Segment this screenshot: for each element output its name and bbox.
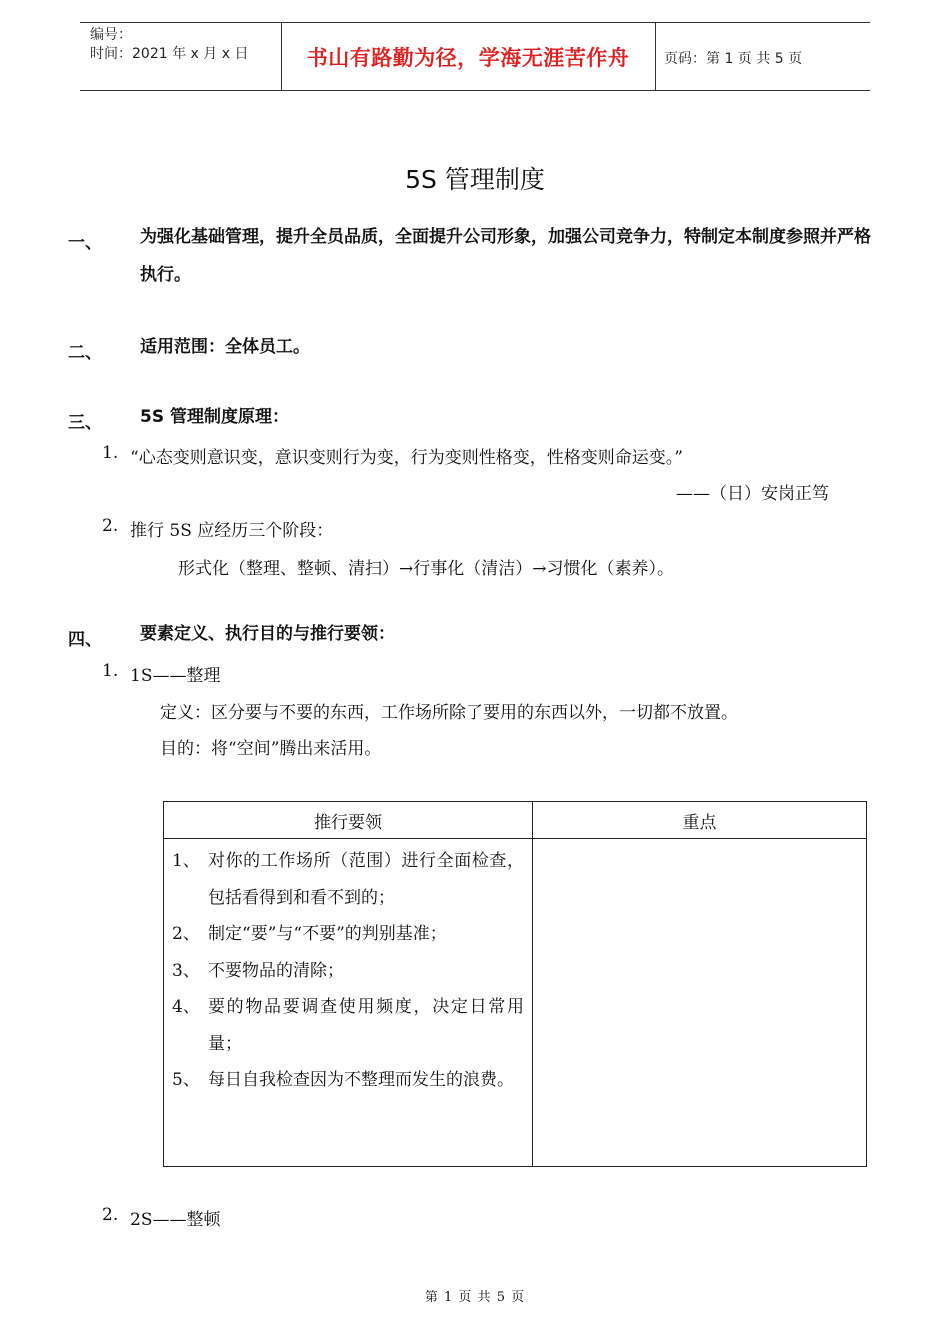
section-1-number: 一、 [68, 233, 102, 253]
list-item-number: 5、 [172, 1070, 200, 1090]
promotion-table [163, 801, 867, 1167]
section-3-quote: “心态变则意识变，意识变则行为变，行为变则性格变，性格变则命运变。” [130, 448, 683, 468]
section-3-item-1-number: 1. [102, 443, 119, 463]
document-time-label: 时间：2021 年 x 月 x 日 [90, 46, 249, 62]
section-1-text: 为强化基础管理，提升全员品质，全面提升公司形象，加强公司竞争力，特制定本制度参照并严格执行。 [140, 227, 871, 285]
table-list-item [172, 916, 524, 953]
header-top-rule [80, 22, 870, 23]
section-4-item-1-number: 1. [102, 661, 119, 681]
header-motto: 书山有路勤为径，学海无涯苦作舟 [306, 46, 630, 70]
header-divider-right [655, 22, 656, 91]
section-3-stages: 形式化（整理、整顿、清扫）→行事化（清洁）→习惯化（素养）。 [178, 559, 674, 579]
section-4-item-1-title: 1S——整理 [130, 666, 221, 686]
table-header-focus: 重点 [533, 802, 867, 839]
list-item-number: 3、 [172, 960, 200, 981]
header-page-info: 页码：第 1 页 共 5 页 [664, 51, 803, 67]
section-4-heading: 要素定义、执行目的与推行要领： [140, 624, 395, 644]
section-4-number: 四、 [68, 630, 102, 650]
table-header-key-points: 推行要领 [164, 802, 533, 839]
table-cell-focus [533, 839, 867, 1167]
header-meta [90, 26, 248, 64]
page-footer: 第 1 页 共 5 页 [424, 1290, 526, 1305]
section-3-number: 三、 [68, 413, 102, 433]
section-4-definition: 定义：区分要与不要的东西，工作场所除了要用的东西以外，一切都不放置。 [160, 703, 738, 723]
table-list-item [172, 843, 524, 916]
section-4-item-2-number: 2. [102, 1205, 119, 1225]
list-item-text: 每日自我检查因为不整理而发生的浪费。 [208, 1070, 514, 1090]
table-list-item [172, 989, 524, 1062]
section-2-number: 二、 [68, 343, 102, 363]
list-item-number: 1、 [172, 851, 200, 871]
section-3-heading: 5S 管理制度原理： [140, 407, 289, 427]
table-list-item [172, 1062, 524, 1099]
document-number-label: 编号： [90, 27, 132, 43]
header-bottom-rule [80, 90, 870, 91]
list-item-text: 对你的工作场所（范围）进行全面检查，包括看得到和看不到的； [208, 851, 524, 908]
document-title: 5S 管理制度 [405, 165, 545, 194]
section-2-text: 适用范围：全体员工。 [140, 337, 310, 357]
section-4-purpose: 目的：将“空间”腾出来活用。 [160, 739, 382, 759]
section-4-item-2-title: 2S——整顿 [130, 1210, 221, 1230]
list-item-text: 不要物品的清除； [208, 960, 344, 981]
table-list-item [172, 953, 524, 990]
list-item-number: 2、 [172, 924, 200, 944]
list-item-text: 制定“要”与“不要”的判别基准； [208, 924, 447, 944]
section-3-item-2-number: 2. [102, 516, 119, 536]
section-3-quote-source: ——（日）安岗正笃 [676, 484, 829, 504]
section-3-item-2-text: 推行 5S 应经历三个阶段： [130, 521, 334, 541]
list-item-number: 4、 [172, 997, 200, 1017]
table-cell-key-points [164, 839, 533, 1167]
list-item-text: 要的物品要调查使用频度，决定日常用量； [208, 997, 524, 1054]
